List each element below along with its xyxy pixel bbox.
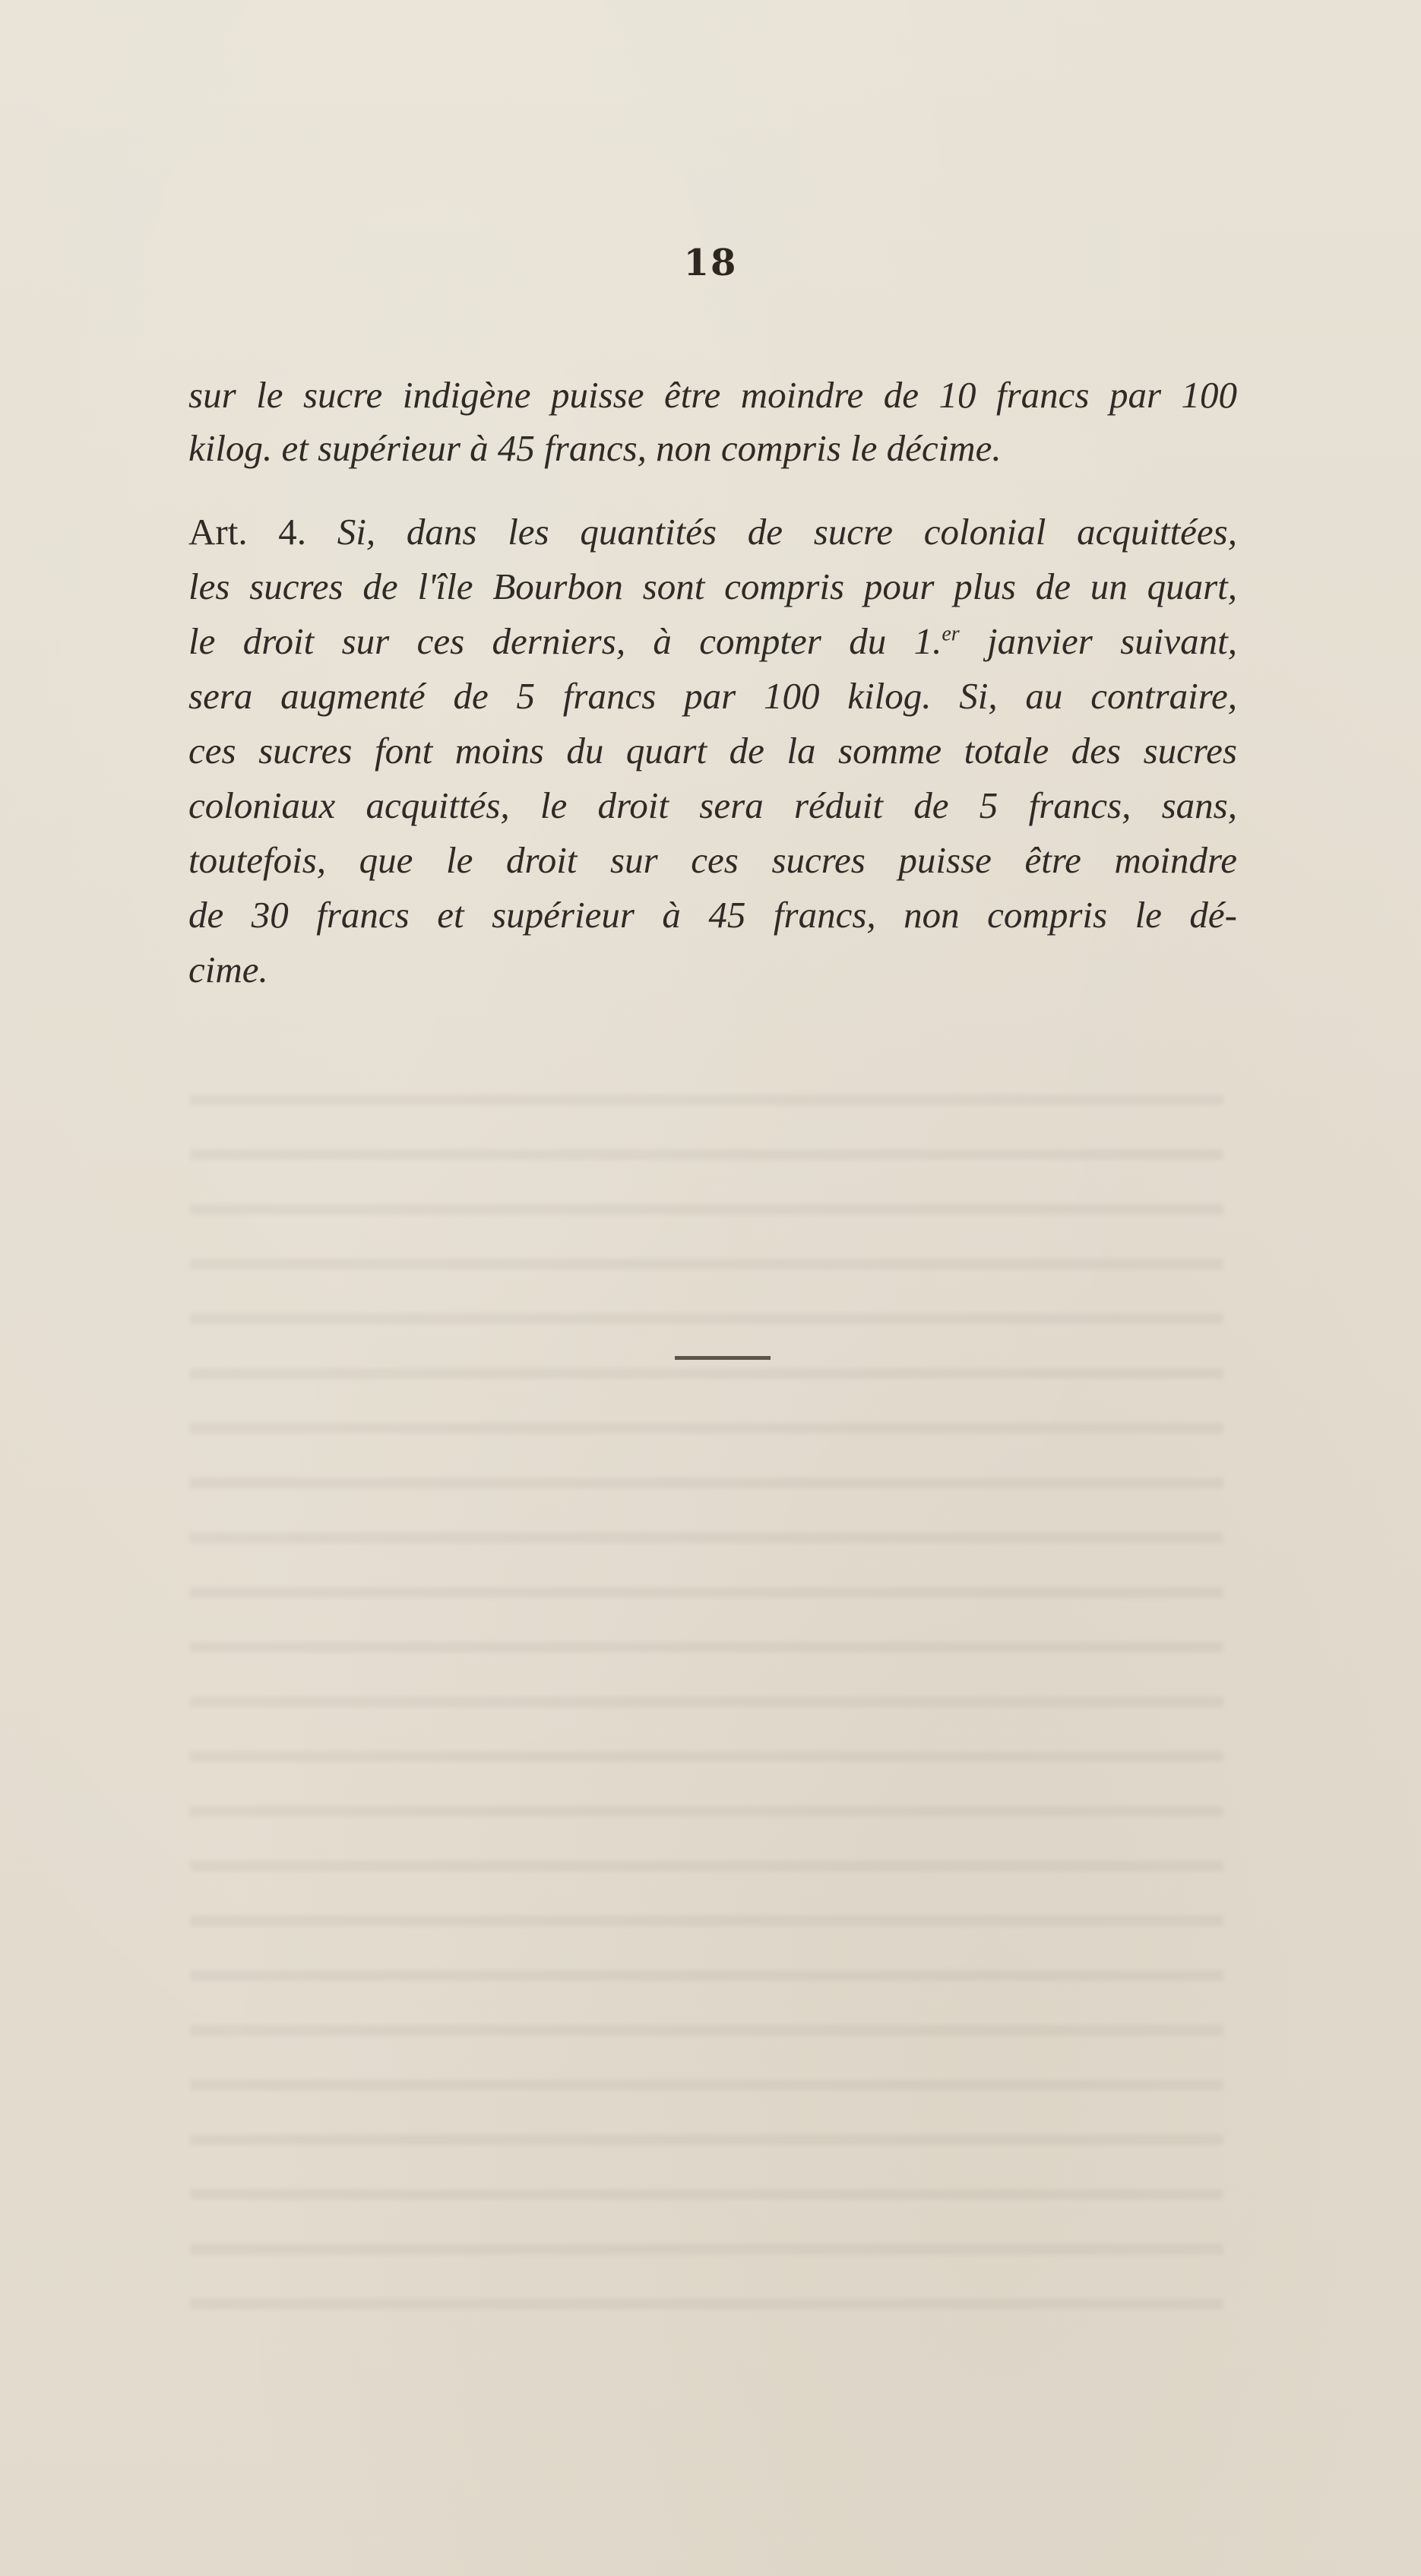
article-line3-a: le droit sur ces derniers, à compter du 1. [188,620,942,662]
article-line8: de 30 francs et supérieur à 45 francs, non compris le dé- [188,894,1237,936]
paragraph1-line2: kilog. et supérieur à 45 francs, non compris le décime. [188,427,1002,469]
article-line4: sera augmenté de 5 francs par 100 kilog. Si, au contraire, [188,675,1237,717]
article-line3 [188,619,1237,664]
page-number: 18 [683,242,738,284]
article-line1 [188,509,1237,555]
article-line7: toutefois, que le droit sur ces sucres puisse être moindre [188,839,1237,881]
article-line5: ces sucres font moins du quart de la somme totale des sucres [188,730,1237,772]
article-line6: coloniaux acquittés, le droit sera réduit de 5 francs, sans, [188,784,1237,826]
paragraph1-line1: sur le sucre indigène puisse être moindre de 10 francs par 100 [188,374,1237,416]
article-line3-superscript: er [942,622,960,646]
article-line9: cime. [188,949,268,990]
end-rule [675,1356,771,1360]
article-line1-text: Si, dans les quantités de sucre colonial acquittées, [337,511,1237,553]
article-label: Art. 4. [188,511,307,553]
article-line2: les sucres de l'île Bourbon sont compris pour plus de un quart, [188,566,1237,607]
article-line3-b: janvier suivant, [959,620,1237,662]
show-through-texture [190,1095,1223,2311]
